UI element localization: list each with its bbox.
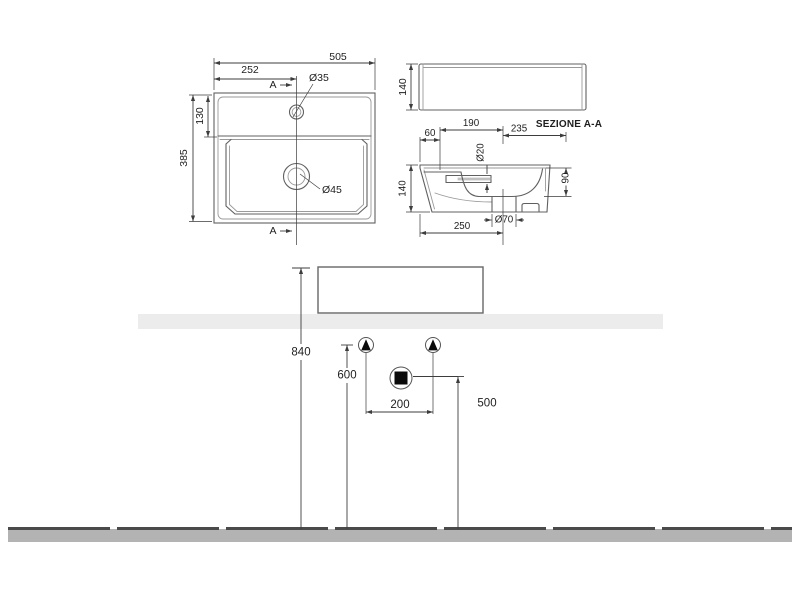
dim-505-label: 505 bbox=[329, 51, 347, 63]
section-front-wall bbox=[547, 165, 550, 212]
dim-section-140-label: 140 bbox=[397, 180, 409, 197]
dim-600-label: 600 bbox=[337, 369, 357, 382]
plan-inner-rim bbox=[218, 97, 371, 219]
dim-drain-diameter-label: Ø45 bbox=[322, 184, 342, 196]
dim-90-label: 90 bbox=[560, 172, 572, 184]
section-front-notch bbox=[522, 204, 539, 213]
dim-tap-diameter-label: Ø35 bbox=[309, 72, 329, 84]
dim-385-label: 385 bbox=[178, 149, 190, 167]
dim-840-label: 840 bbox=[291, 346, 311, 359]
dim-o70-label: Ø70 bbox=[494, 214, 514, 226]
installation-view bbox=[8, 267, 792, 542]
dim-190-label: 190 bbox=[462, 118, 480, 129]
water-supply-symbol-right-icon bbox=[426, 338, 441, 353]
dim-250-label: 250 bbox=[453, 221, 471, 232]
dim-252-label: 252 bbox=[241, 64, 259, 76]
dim-235-label: 235 bbox=[510, 123, 528, 135]
dim-60-label: 60 bbox=[424, 128, 436, 139]
dim-130-label: 130 bbox=[194, 107, 206, 125]
section-underside-line bbox=[435, 193, 492, 202]
water-supply-symbol-left-icon bbox=[359, 338, 374, 353]
section-view-title: SEZIONE A-A bbox=[535, 119, 603, 130]
dim-500-label: 500 bbox=[477, 397, 497, 410]
floor-band bbox=[8, 529, 792, 542]
countertop bbox=[138, 314, 663, 329]
section-overflow-channel bbox=[446, 176, 491, 183]
section-marker-bottom-label: A bbox=[269, 225, 277, 237]
dim-200-label: 200 bbox=[390, 399, 410, 411]
waste-outlet-symbol-icon bbox=[390, 367, 412, 389]
dim-front-140-label: 140 bbox=[397, 78, 409, 96]
section-marker-top-label: A bbox=[269, 79, 277, 91]
basin-front-silhouette bbox=[318, 267, 483, 313]
front-view-inner-lines bbox=[423, 64, 582, 110]
dim-o20-label: Ø20 bbox=[475, 143, 487, 162]
plan-outer-rim bbox=[214, 93, 375, 223]
section-view bbox=[398, 118, 603, 245]
front-view bbox=[397, 64, 586, 110]
section-drain-boss bbox=[492, 197, 516, 213]
front-view-outline bbox=[419, 64, 586, 110]
plan-view bbox=[178, 51, 375, 245]
